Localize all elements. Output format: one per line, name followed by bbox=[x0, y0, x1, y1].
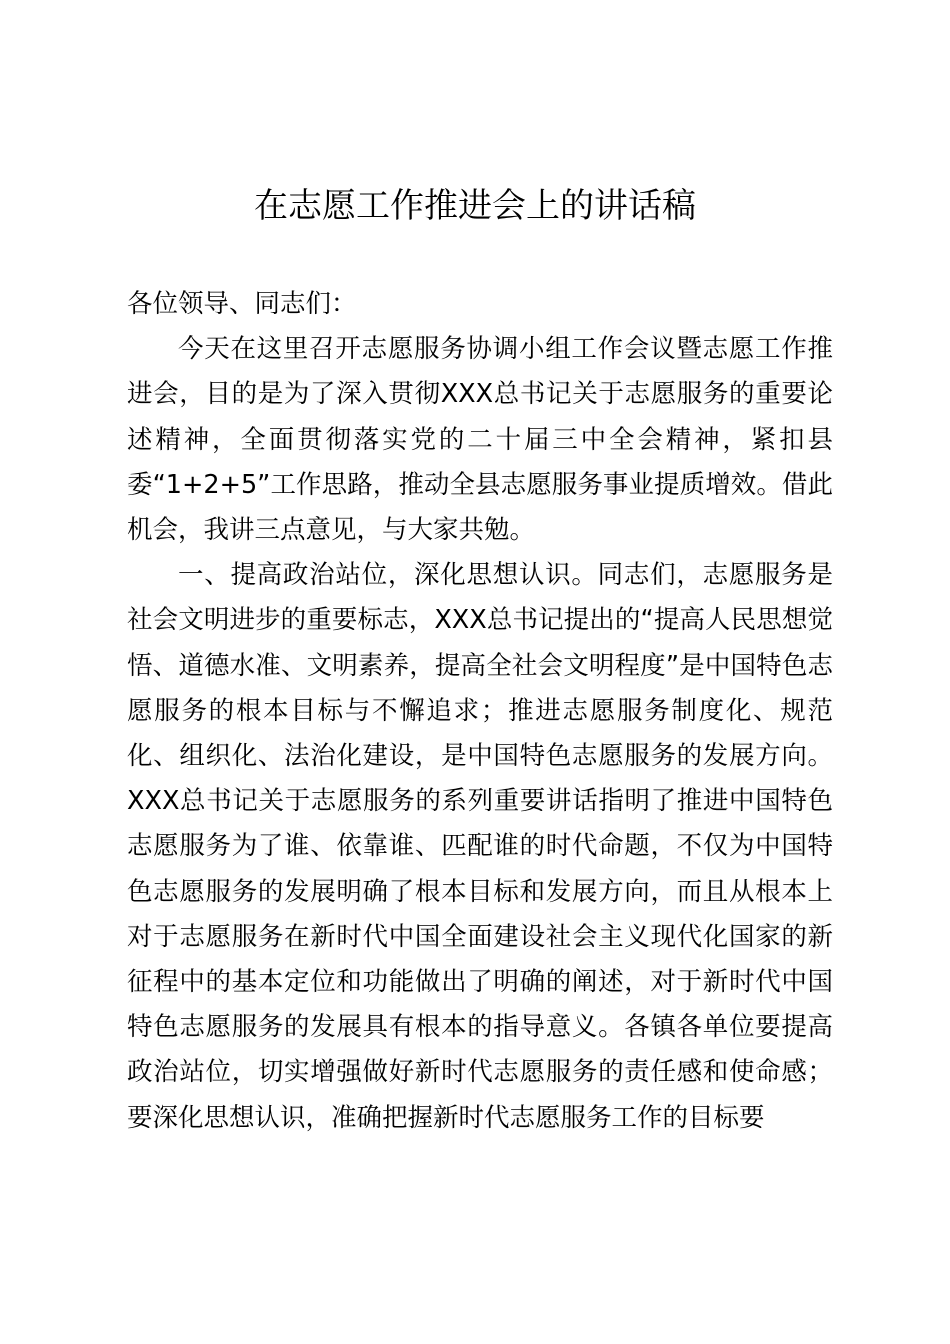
document-body bbox=[127, 282, 833, 1141]
paragraph-opening: 今天在这里召开志愿服务协调小组工作会议暨志愿工作推进会，目的是为了深入贯彻XXX总书记关于志愿服务的重要论述精神，全面贯彻落实党的二十届三中全会精神，紧扣县委“1+2+5”工作思路，推动全县志愿服务事业提质增效。借此机会，我讲三点意见，与大家共勉。 bbox=[127, 334, 833, 546]
salutation: 各位领导、同志们： bbox=[127, 289, 357, 319]
paragraph-section-one: 一、提高政治站位，深化思想认识。同志们，志愿服务是社会文明进步的重要标志，XXX总书记提出的“提高人民思想觉悟、道德水准、文明素养，提高全社会文明程度”是中国特色志愿服务的根本目标与不懈追求；推进志愿服务制度化、规范化、组织化、法治化建设，是中国特色志愿服务的发展方向。XXX总书记关于志愿服务的系列重要讲话指明了推进中国特色志愿服务为了谁、依靠谁、匹配谁的时代命题，不仅为中国特色志愿服务的发展明确了根本目标和发展方向，而且从根本上对于志愿服务在新时代中国全面建设社会主义现代化国家的新征程中的基本定位和功能做出了明确的阐述，对于新时代中国特色志愿服务的发展具有根本的指导意义。各镇各单位要提高政治站位，切实增强做好新时代志愿服务的责任感和使命感；要深化思想认识，准确把握新时代志愿服务工作的目标要 bbox=[127, 560, 833, 1133]
document-title: 在志愿工作推进会上的讲话稿 bbox=[254, 186, 696, 226]
